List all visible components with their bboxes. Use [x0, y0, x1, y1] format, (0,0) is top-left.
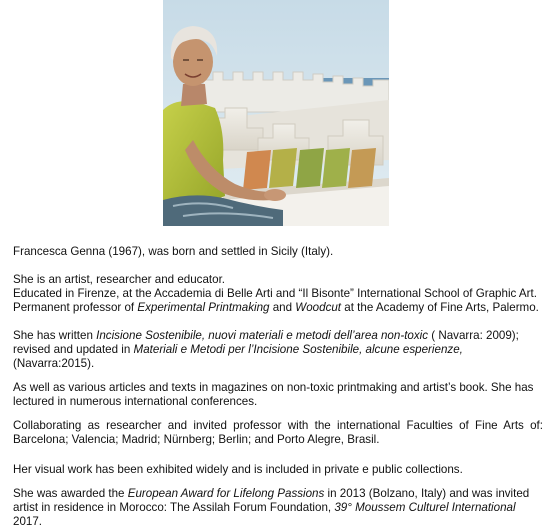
bio-text: (Navarra:2015).: [13, 357, 95, 370]
hand: [264, 189, 286, 201]
bio-emphasis: Woodcut: [295, 301, 342, 314]
bio-paragraph-publications: [13, 329, 543, 371]
bio-emphasis: Experimental Printmaking: [137, 301, 270, 314]
bio-text: at the Academy of Fine Arts, Palermo.: [341, 301, 539, 314]
printed-plates: [243, 148, 376, 190]
bio-text: Permanent professor of: [13, 301, 138, 314]
biography-text: [13, 245, 543, 529]
bio-paragraph-exhibitions: Her visual work has been exhibited widely and is included in private e public collections.: [13, 463, 463, 476]
bio-paragraph-articles: As well as various articles and texts in magazines on non-toxic printmaking and artist’s book. She has lectured in numerous international conferences.: [13, 381, 534, 408]
bio-text: ( Navarra: 2009); revised and updated in: [13, 329, 519, 356]
bio-line-role: She is an artist, researcher and educator.: [13, 273, 226, 286]
bio-text: 2017.: [13, 515, 43, 528]
bio-paragraph-awards: [13, 487, 543, 529]
bio-paragraph-collaborations: Collaborating as researcher and invited professor with the international Faculties of Fine Arts of: Barcelona; Valencia; Madrid; Nürnberg; Berlin; and Porto Alegre, Brasil.: [13, 419, 543, 446]
bio-text: She was awarded the: [13, 487, 128, 500]
artist-portrait-photo: [163, 0, 389, 226]
bio-text: She has written: [13, 329, 97, 342]
book-title: Materiali e Metodi per l’Incisione Sostenibile, alcune esperienze,: [133, 343, 463, 356]
bio-line-education: Educated in Firenze, at the Accademia di Belle Arti and “Il Bisonte” International School of Graphic Art.: [13, 287, 537, 300]
award-name: European Award for Lifelong Passions: [127, 487, 325, 500]
bio-text: and: [269, 301, 296, 314]
bio-paragraph-education: [13, 273, 543, 315]
neck: [181, 84, 207, 106]
face: [173, 38, 213, 86]
portrait-illustration: [163, 0, 389, 226]
event-name: 39° Moussem Culturel International: [334, 501, 516, 514]
book-title: Incisione Sostenibile, nuovi materiali e metodi dell’area non-toxic: [96, 329, 429, 342]
bio-text: in 2013 (Bolzano, Italy) and was invited artist in residence in Morocco: The Assilah Forum Foundation,: [13, 487, 530, 514]
bio-paragraph-intro: Francesca Genna (1967), was born and settled in Sicily (Italy).: [13, 245, 334, 258]
